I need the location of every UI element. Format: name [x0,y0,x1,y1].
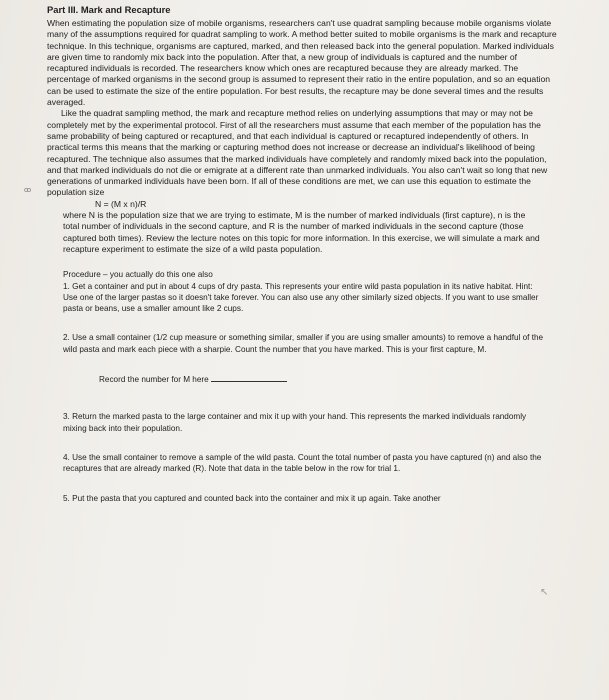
variables-paragraph: where N is the population size that we are trying to estimate, M is the number of marked individuals (first capture), n is the total number of individuals in the second capture, and R is the number of marked individuals in the second capture (those captured both times). Review the lecture notes on this topic for more information. In this exercise, we will simulate a mark and recapture experiment to estimate the size of a wild pasta population. [63,210,540,254]
procedure-step-5: 5. Put the pasta that you captured and counted back into the container and mix it up again. Take another [63,493,441,503]
document-body [47,4,559,504]
record-m-line [99,373,545,385]
section-title: Part III. Mark and Recapture [47,4,171,15]
procedure-heading: Procedure – you actually do this one also [63,270,213,280]
population-formula: N = (M x n)/R [95,198,147,209]
procedure-step-3: 3. Return the marked pasta to the large container and mix it up with your hand. This represents the marked individuals randomly mixing back into their population. [63,412,527,433]
record-m-blank[interactable] [211,373,287,382]
assumptions-paragraph: Like the quadrat sampling method, the mark and recapture method relies on underlying assumptions that may or may not be completely met by the experimental protocol. First of all the researchers must assume that each member of the population has the same probability of being captured or recaptured, and that each individual is captured or recaptured independently of others. In practical terms this means that the marking or capturing method does not increase or decrease an individual's likelihood of being recaptured. The technique also assumes that the marked individuals have completely and randomly mixed back into the population, and that marked individuals do not die or emigrate at a different rate than unmarked individuals. You also can't wait so long that new generations of unmarked individuals have been born. If all of these conditions are met, we can use this equation to estimate the population size [47,108,548,198]
record-m-label: Record the number for M here [99,375,209,385]
procedure-step-1: 1. Get a container and put in about 4 cups of dry pasta. This represents your entire wild pasta population in its native habitat. Hint: Use one of the larger pastas so it doesn't take forever. You can also use any other similarly sized objects. If you want to use smaller pasta or beans, use a smaller amount like 2 cups. [63,281,539,314]
procedure-step-4: 4. Use the small container to remove a sample of the wild pasta. Count the total number of pasta you have captured (n) and also the recaptures that are already marked (R). Note that data in the table below in the row for trial 1. [63,452,542,474]
cursor-icon: ↖ [540,587,549,598]
procedure-section [63,269,545,504]
intro-paragraph: When estimating the population size of mobile organisms, researchers can't use quadrat sampling because mobile organisms violate many of the assumptions required for quadrat sampling to work. A method better suited to mobile organisms is the mark and recapture technique. In this technique, organisms are captured, marked, and then released back into the general population. Marked individuals are given time to randomly mix back into the population. After that, a new group of individuals is captured and the number of recaptured individuals is recorded. The researchers know which ones are recaptured because they are already marked. The percentage of marked organisms in the second group is assumed to represent their ratio in the entire population, and so an equation can be used to estimate the size of the entire population. For best results, the recapture may be done several times and the results averaged. [47,18,557,108]
procedure-step-2: 2. Use a small container (1/2 cup measure or something similar, smaller if you are using smaller amounts) to remove a handful of the wild pasta and mark each piece with a sharpie. Count the number that you have marked. This is your first capture, M. [63,333,544,354]
margin-pen-mark: ꝏ [24,186,32,194]
